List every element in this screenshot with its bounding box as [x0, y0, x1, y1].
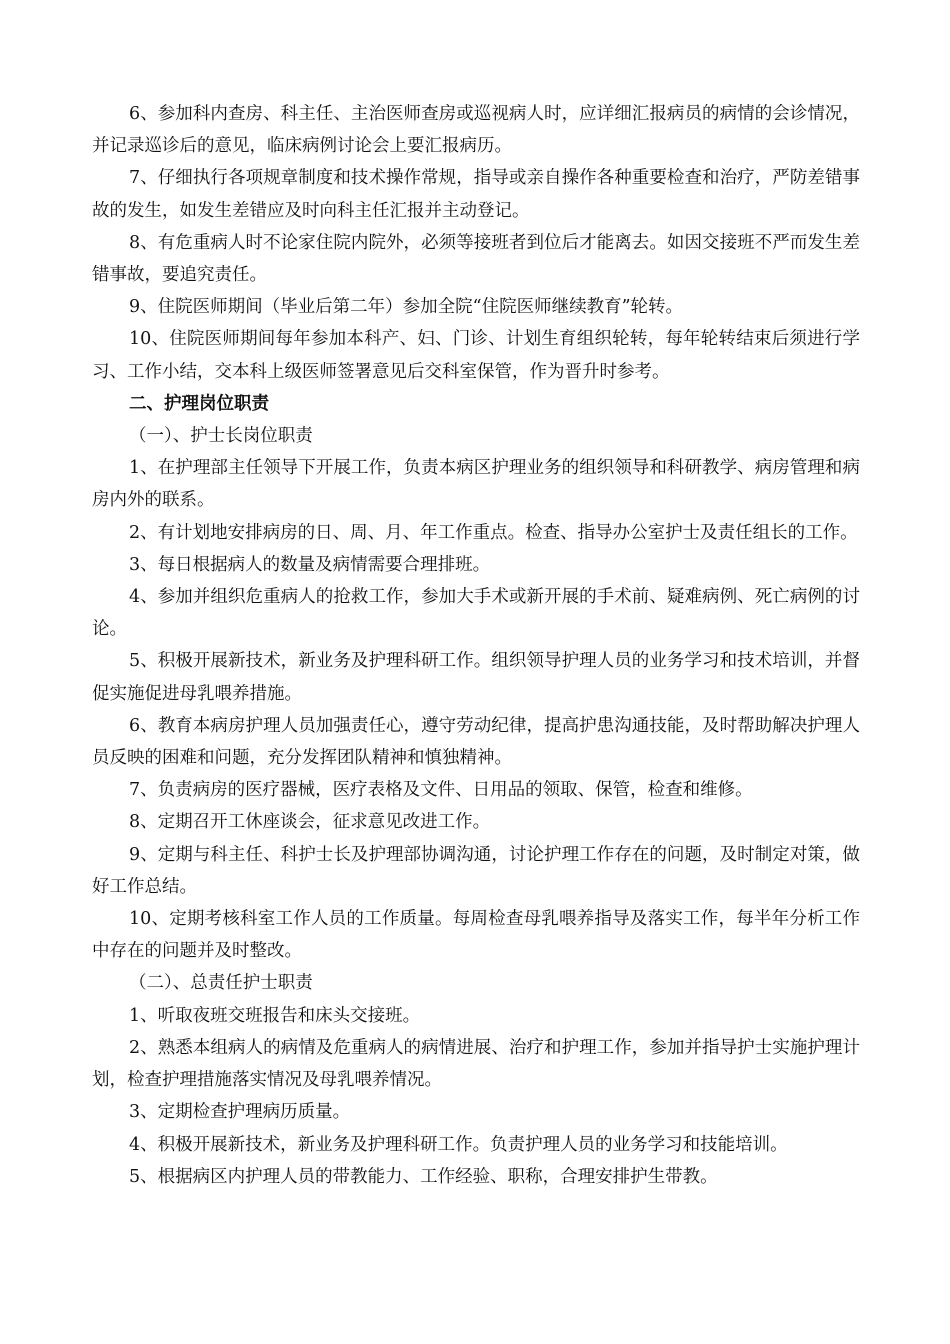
head-nurse-item-5: 5、积极开展新技术，新业务及护理科研工作。组织领导护理人员的业务学习和技术培训，并督促实施促进母乳喂养措施。 — [92, 651, 860, 704]
chief-nurse-item-4: 4、积极开展新技术，新业务及护理科研工作。负责护理人员的业务学习和技能培训。 — [129, 1134, 788, 1155]
paragraph-8-critical-patients: 8、有危重病人时不论家住院内院外，必须等接班者到位后才能离去。如因交接班不严而发生差错事故，要追究责任。 — [92, 232, 860, 286]
subsection-head-nurse: （一）、护士长岗位职责 — [129, 426, 313, 447]
head-nurse-item-10: 10、定期考核科室工作人员的工作质量。每周检查母乳喂养指导及落实工作，每半年分析工作中存在的问题并及时整改。 — [92, 909, 860, 962]
head-nurse-item-4: 4、参加并组织危重病人的抢救工作，参加大手术或新开展的手术前、疑难病例、死亡病例的讨论。 — [92, 587, 860, 640]
subsection-chief-nurse: （二）、总责任护士职责 — [129, 973, 313, 994]
head-nurse-item-9: 9、定期与科主任、科护士长及护理部协调沟通，讨论护理工作存在的问题，及时制定对策，做好工作总结。 — [92, 844, 860, 897]
head-nurse-item-3: 3、每日根据病人的数量及病情需要合理排班。 — [129, 554, 491, 575]
paragraph-9-residency: 9、住院医师期间（毕业后第二年）参加全院“住院医师继续教育”轮转。 — [129, 297, 684, 318]
paragraph-6-rounds: 6、参加科内查房、科主任、主治医师查房或巡视病人时，应详细汇报病员的病情的会诊情况，并记录巡诊后的意见，临床病例讨论会上要汇报病历。 — [92, 104, 860, 157]
document-page — [92, 98, 860, 1193]
head-nurse-item-1: 1、在护理部主任领导下开展工作，负责本病区护理业务的组织领导和科研教学、病房管理和病房内外的联系。 — [92, 458, 860, 511]
chief-nurse-item-5: 5、根据病区内护理人员的带教能力、工作经验、职称，合理安排护生带教。 — [129, 1166, 718, 1187]
head-nurse-item-6: 6、教育本病房护理人员加强责任心，遵守劳动纪律，提高护患沟通技能，及时帮助解决护理人员反映的困难和问题，充分发挥团队精神和慎独精神。 — [92, 715, 860, 769]
head-nurse-item-7: 7、负责病房的医疗器械，医疗表格及文件、日用品的领取、保管，检查和维修。 — [129, 780, 753, 801]
head-nurse-item-2: 2、有计划地安排病房的日、周、月、年工作重点。检查、指导办公室护士及责任组长的工作。 — [129, 522, 858, 543]
chief-nurse-item-1: 1、听取夜班交班报告和床头交接班。 — [129, 1005, 421, 1026]
paragraph-10-rotation: 10、住院医师期间每年参加本科产、妇、门诊、计划生育组织轮转，每年轮转结束后须进行学习、工作小结，交本科上级医师签署意见后交科室保管，作为晋升时参考。 — [92, 329, 860, 382]
chief-nurse-item-2: 2、熟悉本组病人的病情及危重病人的病情进展、治疗和护理工作，参加并指导护士实施护理计划，检查护理措施落实情况及母乳喂养情况。 — [92, 1037, 860, 1091]
head-nurse-item-8: 8、定期召开工休座谈会，征求意见改进工作。 — [129, 812, 491, 833]
paragraph-7-regulations: 7、仔细执行各项规章制度和技术操作常规，指导或亲自操作各种重要检查和治疗，严防差错事故的发生，如发生差错应及时向科主任汇报并主动登记。 — [92, 168, 860, 221]
section-heading-nursing: 二、护理岗位职责 — [129, 393, 269, 414]
chief-nurse-item-3: 3、定期检查护理病历质量。 — [129, 1102, 351, 1123]
